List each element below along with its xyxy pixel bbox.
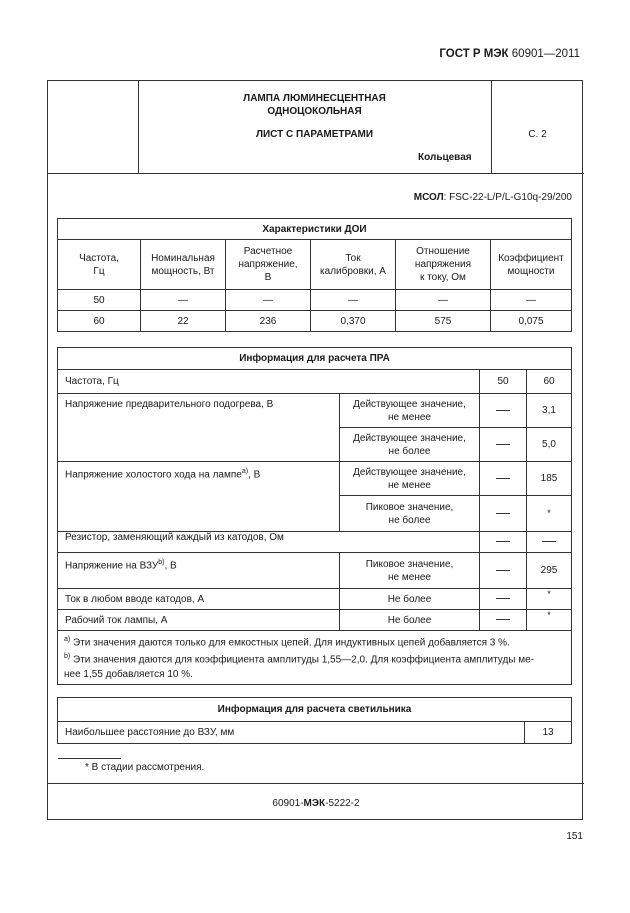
doi-header: Номинальная мощность, Вт [141, 240, 226, 290]
footnote: * В стадии рассмотрения. [85, 762, 205, 773]
dash [542, 541, 556, 542]
lamp-shape: Кольцевая [418, 152, 472, 163]
table-row: 50 — — — — — [58, 290, 572, 311]
doi-header: Коэффициент мощности [491, 240, 572, 290]
page-ref: С. 2 [528, 129, 547, 140]
doi-header: Расчетное напряжение, В [226, 240, 311, 290]
standard-header [439, 48, 580, 60]
lamp-designation: МСОЛ: FSC-22-L/P/L-G10q-29/200 [413, 192, 572, 203]
dash [496, 410, 510, 411]
dash [496, 619, 510, 620]
pra-table-title: Информация для расчета ПРА [58, 348, 572, 370]
footnote-rule [58, 758, 121, 759]
table-row: Действующее значение, не более 5,0 [58, 428, 572, 462]
table-row: Ток в любом вводе катодов, А Не более * [58, 589, 572, 610]
table-row: Наибольшее расстояние до ВЗУ, мм 13 [58, 722, 572, 744]
page-number: 151 [566, 831, 583, 842]
doi-header: Частота, Гц [58, 240, 141, 290]
dash [496, 513, 510, 514]
sheet-title: ЛИСТ С ПАРАМЕТРАМИ [255, 129, 374, 140]
table-row: 60 22 236 0,370 575 0,075 [58, 311, 572, 332]
doi-header: Ток калибровки, А [311, 240, 396, 290]
dash [496, 570, 510, 571]
table-row: Пиковое значение, не более * [58, 496, 572, 532]
pra-table [57, 347, 572, 685]
luminaire-table [57, 697, 572, 744]
table-row: Рабочий ток лампы, А Не более * [58, 610, 572, 631]
dash [496, 478, 510, 479]
luminaire-table-title: Информация для расчета светильника [58, 698, 572, 722]
table-notes [58, 631, 572, 685]
table-row: Напряжение предварительного подогрева, В Действующее значение, не менее 3,1 [58, 394, 572, 428]
note-b: $^{b)}$ Эти значения даются для коэффициента амплитуды 1,55—2,0. Для коэффициента амплитуды ме- [64, 653, 535, 666]
table-row: Резистор, заменяющий каждый из катодов, Ом [58, 532, 572, 553]
table-row: Напряжение холостого хода на лампе$^{а)}$, В Действующее значение, не менее 185 [58, 462, 572, 496]
dash [496, 444, 510, 445]
table-row: Частота, Гц 50 60 [58, 370, 572, 394]
doi-header: Отношение напряжения к току, Ом [396, 240, 491, 290]
dash [496, 541, 510, 542]
standard-code: ГОСТ Р МЭК [439, 48, 509, 60]
standard-number: 60901—2011 [511, 48, 580, 60]
note-a: $^{а)}$ Эти значения даются только для емкостных цепей. Для индуктивных цепей добавляется 3 %. [64, 636, 510, 649]
doi-table-title: Характеристики ДОИ [58, 219, 572, 240]
note-b-cont: нее 1,55 добавляется 10 %. [64, 668, 193, 680]
lamp-type: ЛАМПА ЛЮМИНЕСЦЕНТНАЯ ОДНОЦОКОЛЬНАЯ [243, 93, 386, 117]
doi-table [57, 218, 572, 332]
sheet-code: 60901-МЭК-5222-2 [272, 798, 360, 809]
dash [496, 598, 510, 599]
table-row: Напряжение на ВЗУ$^{b)}$, В Пиковое значение, не менее 295 [58, 553, 572, 589]
